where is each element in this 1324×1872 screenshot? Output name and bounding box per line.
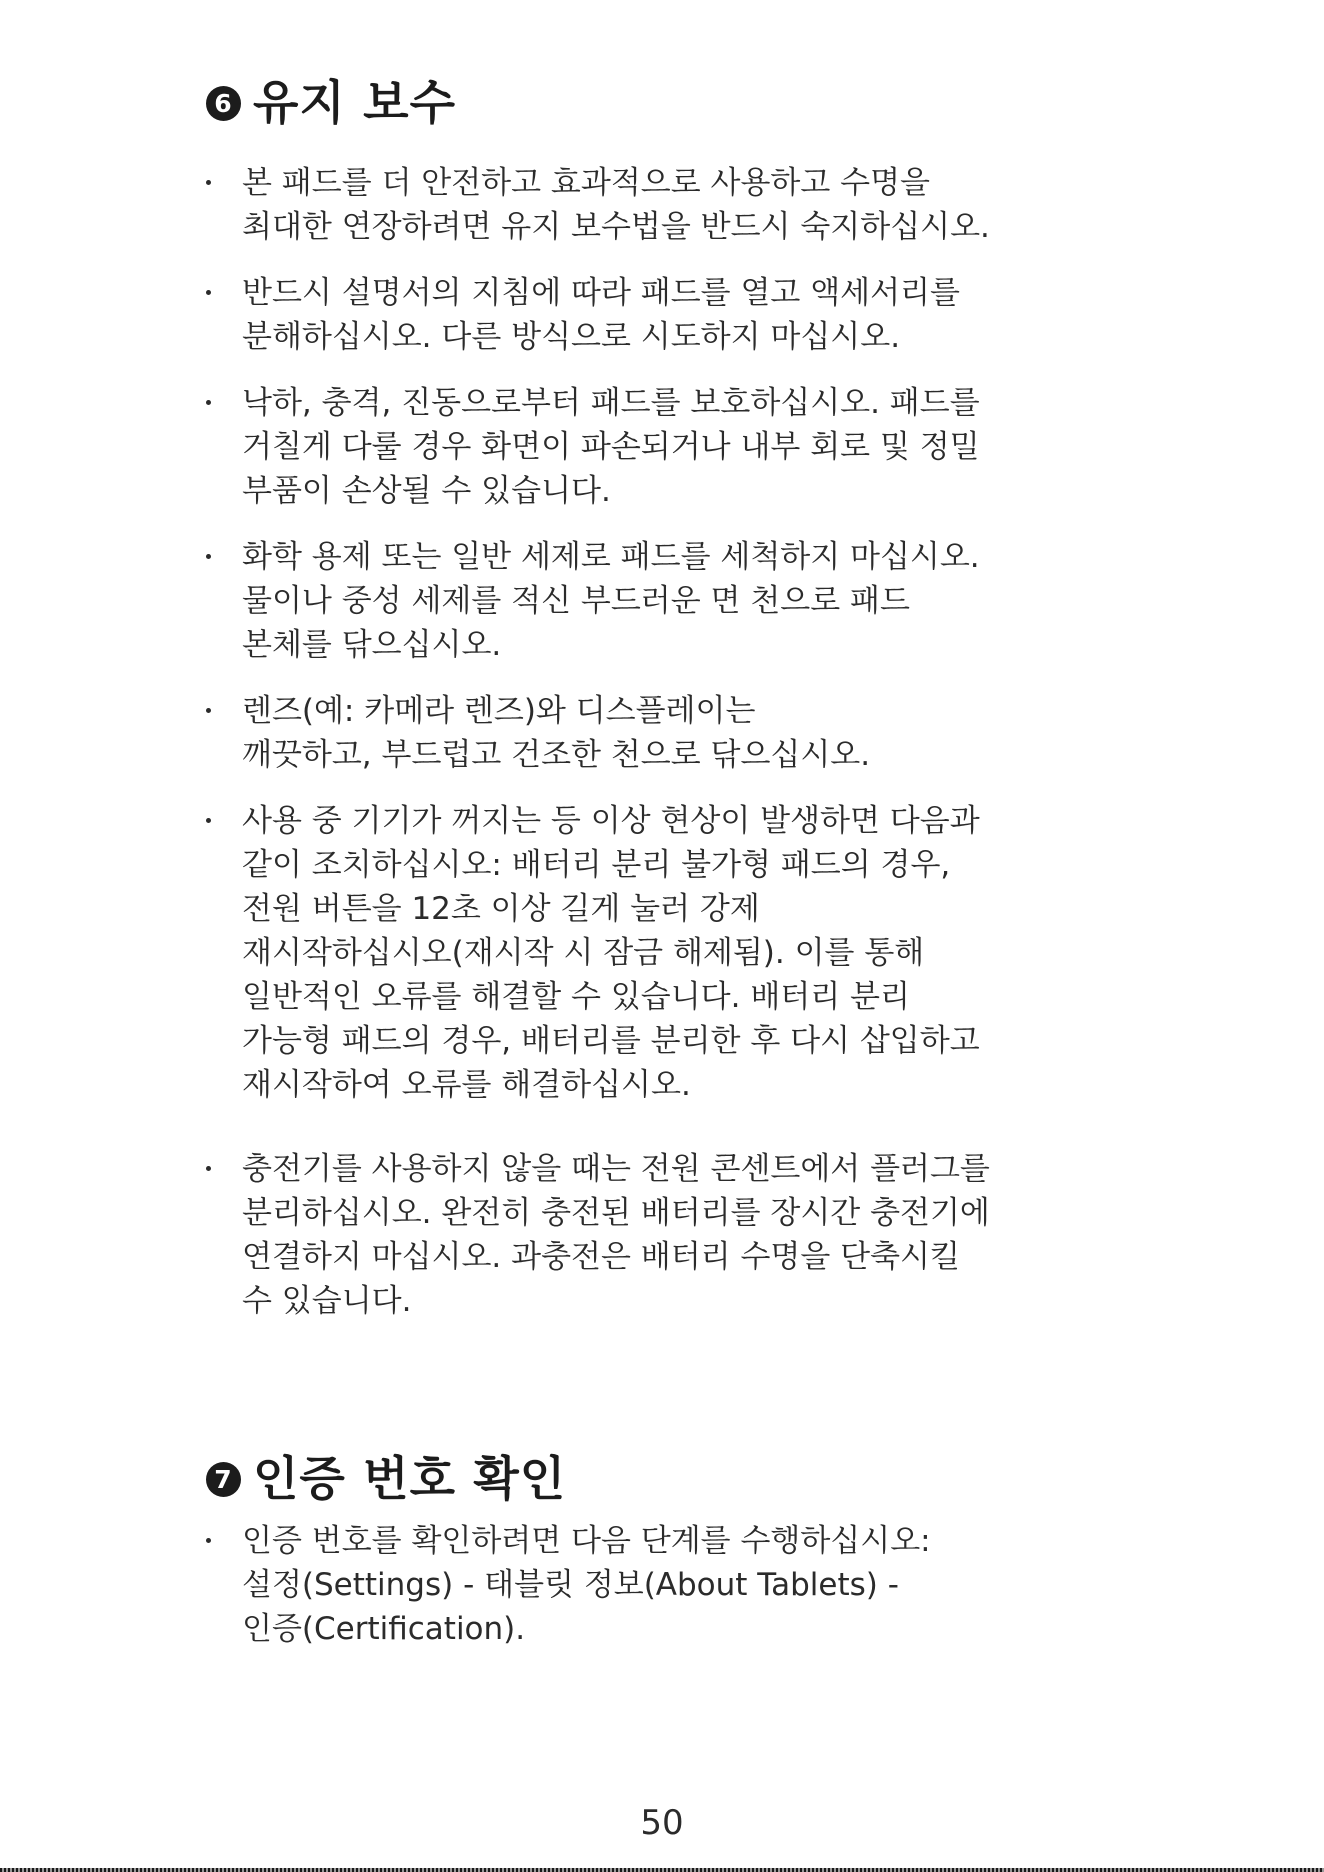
section-title: 인증 번호 확인 bbox=[253, 1452, 567, 1507]
list-item-line: 전원 버튼을 12초 이상 길게 눌러 강제 bbox=[242, 891, 760, 927]
list-item-line: 물이나 중성 세제를 적신 부드러운 면 천으로 패드 bbox=[242, 583, 910, 619]
list-item bbox=[206, 535, 1266, 667]
bullet-icon bbox=[206, 1166, 211, 1171]
list-item-line: 부품이 손상될 수 있습니다. bbox=[242, 473, 611, 509]
list-item-line: 분리하십시오. 완전히 충전된 배터리를 장시간 충전기에 bbox=[242, 1195, 990, 1231]
list-item bbox=[206, 1519, 1266, 1651]
section-title: 유지 보수 bbox=[253, 76, 456, 131]
section-number-badge: 7 bbox=[206, 1462, 241, 1497]
bullet-icon bbox=[206, 818, 211, 823]
maintenance-list bbox=[206, 161, 1266, 1323]
list-item bbox=[206, 689, 1266, 777]
certification-list bbox=[206, 1519, 1266, 1651]
list-item-line: 최대한 연장하려면 유지 보수법을 반드시 숙지하십시오. bbox=[242, 209, 990, 245]
list-item-line: 인증(Certification). bbox=[242, 1611, 526, 1647]
list-item-line: 가능형 패드의 경우, 배터리를 분리한 후 다시 삽입하고 bbox=[242, 1023, 980, 1059]
bullet-icon bbox=[206, 708, 211, 713]
list-item bbox=[206, 799, 1266, 1107]
list-item-line: 수 있습니다. bbox=[242, 1283, 412, 1319]
list-item-line: 인증 번호를 확인하려면 다음 단계를 수행하십시오: bbox=[242, 1523, 931, 1559]
page-number: 50 bbox=[640, 1803, 684, 1843]
list-item-line: 분해하십시오. 다른 방식으로 시도하지 마십시오. bbox=[242, 319, 901, 355]
bullet-icon bbox=[206, 290, 211, 295]
list-item bbox=[206, 381, 1266, 513]
list-item-line: 연결하지 마십시오. 과충전은 배터리 수명을 단축시킬 bbox=[242, 1239, 960, 1275]
list-item-line: 반드시 설명서의 지침에 따라 패드를 열고 액세서리를 bbox=[242, 275, 960, 311]
bullet-icon bbox=[206, 1538, 211, 1543]
list-item-line: 본체를 닦으십시오. bbox=[242, 627, 502, 663]
bullet-icon bbox=[206, 180, 211, 185]
section-heading-certification bbox=[206, 1452, 567, 1507]
section-number-badge: 6 bbox=[206, 86, 241, 121]
list-item-line: 사용 중 기기가 꺼지는 등 이상 현상이 발생하면 다음과 bbox=[242, 803, 980, 839]
list-item-line: 렌즈(예: 카메라 렌즈)와 디스플레이는 bbox=[242, 693, 756, 729]
list-item-line: 낙하, 충격, 진동으로부터 패드를 보호하십시오. 패드를 bbox=[242, 385, 980, 421]
list-item-line: 재시작하십시오(재시작 시 잠금 해제됨). 이를 통해 bbox=[242, 935, 925, 971]
bullet-icon bbox=[206, 554, 211, 559]
list-item-line: 재시작하여 오류를 해결하십시오. bbox=[242, 1067, 691, 1103]
list-item-line: 거칠게 다룰 경우 화면이 파손되거나 내부 회로 및 정밀 bbox=[242, 429, 980, 465]
list-item bbox=[206, 271, 1266, 359]
list-item-line: 깨끗하고, 부드럽고 건조한 천으로 닦으십시오. bbox=[242, 737, 871, 773]
list-item-line: 충전기를 사용하지 않을 때는 전원 콘센트에서 플러그를 bbox=[242, 1151, 990, 1187]
list-item-line: 설정(Settings) - 태블릿 정보(About Tablets) - bbox=[242, 1567, 899, 1603]
list-item bbox=[206, 1147, 1266, 1323]
page-bottom-divider bbox=[0, 1868, 1324, 1872]
list-item-line: 화학 용제 또는 일반 세제로 패드를 세척하지 마십시오. bbox=[242, 539, 980, 575]
list-item bbox=[206, 161, 1266, 249]
list-item-line: 일반적인 오류를 해결할 수 있습니다. 배터리 분리 bbox=[242, 979, 910, 1015]
list-item-line: 같이 조치하십시오: 배터리 분리 불가형 패드의 경우, bbox=[242, 847, 951, 883]
bullet-icon bbox=[206, 400, 211, 405]
section-heading-maintenance bbox=[206, 76, 456, 131]
list-item-line: 본 패드를 더 안전하고 효과적으로 사용하고 수명을 bbox=[242, 165, 930, 201]
